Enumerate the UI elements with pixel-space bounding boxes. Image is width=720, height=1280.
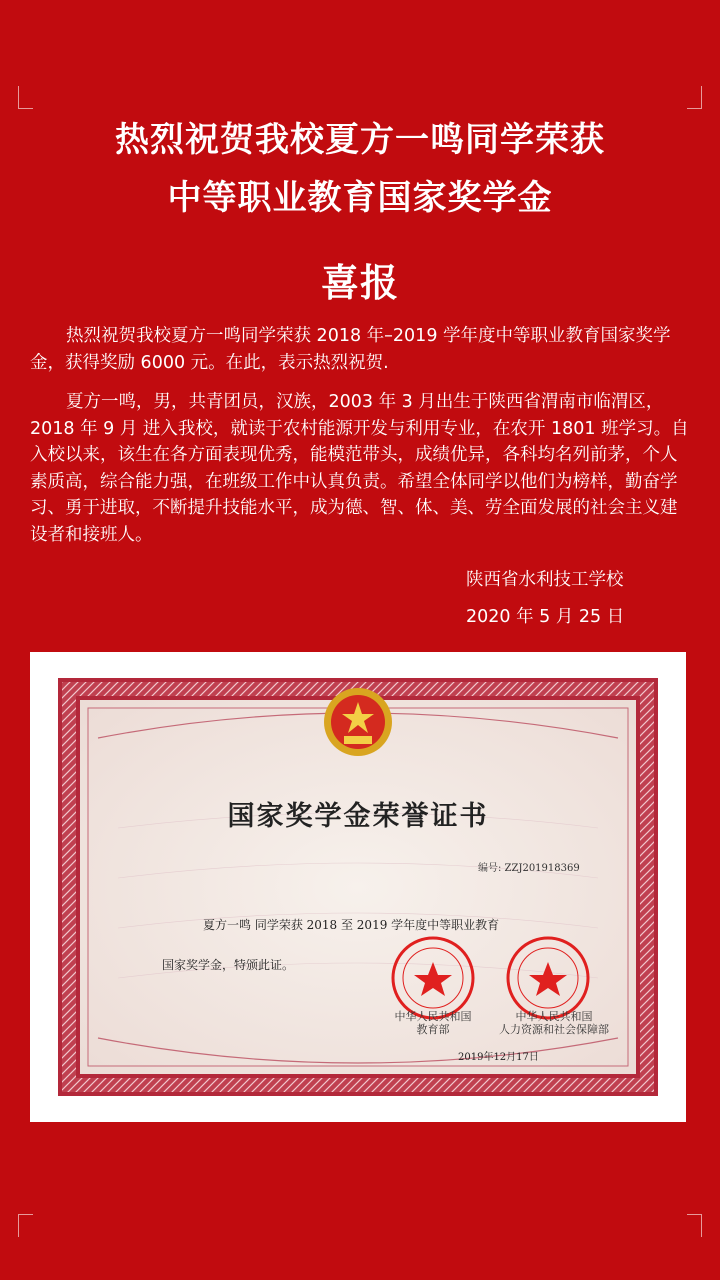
page-title: 喜报	[320, 261, 399, 305]
headline-line-2: 中等职业教育国家奖学金	[167, 178, 553, 218]
student-bio-text: 夏方一鸣，男，共青团员，汉族，2003 年 3 月出生于陕西省渭南市临渭区，2018 年 9 月 进入我校，就读于农村能源开发与利用专业，在农开 1801 班学习。自入校以来，该生在各方面表现优秀，能模范带头，成绩优异，各科均名列前茅，个人素质高，综合能力强，在班级工作中认真负责。希望全体同学以他们为榜样，勤奋学习、勇于进取，不断提升技能水平，成为德、智、体、美、劳全面发展的社会主义建设者和接班人。	[30, 392, 689, 545]
certificate-title: 国家奖学金荣誉证书	[227, 801, 489, 832]
signature-date: 2020 年 5 月 25 日	[466, 607, 625, 627]
certificate-award-line: 夏方一鸣 同学荣获 2018 至 2019 学年度中等职业教育	[203, 918, 500, 932]
school-signature: 陕西省水利技工学校	[466, 570, 624, 590]
corner-mark-top-left	[18, 86, 33, 109]
student-bio-paragraph	[30, 389, 694, 548]
issuer-education-ministry: 中华人民共和国 教育部	[394, 1010, 472, 1036]
issuer-human-resources-ministry: 中华人民共和国 人力资源和社会保障部	[499, 1010, 609, 1036]
corner-mark-bottom-left	[18, 1214, 33, 1237]
announcement-text: 热烈祝贺我校夏方一鸣同学荣获 2018 年–2019 学年度中等职业教育国家奖学金，获得奖励 6000 元。在此，表示热烈祝贺.	[30, 326, 671, 373]
announcement-paragraph	[30, 323, 694, 376]
certificate-award-line-2: 国家奖学金，特颁此证。	[162, 958, 295, 972]
national-emblem-icon	[324, 688, 392, 756]
headline-line-1: 热烈祝贺我校夏方一鸣同学荣获	[115, 120, 605, 160]
certificate-serial: 编号: ZZJ201918369	[478, 863, 580, 874]
certificate	[58, 678, 658, 1096]
corner-mark-top-right	[687, 86, 702, 109]
corner-mark-bottom-right	[687, 1214, 702, 1237]
certificate-image	[30, 652, 686, 1122]
certificate-date: 2019年12月17日	[458, 1052, 539, 1063]
